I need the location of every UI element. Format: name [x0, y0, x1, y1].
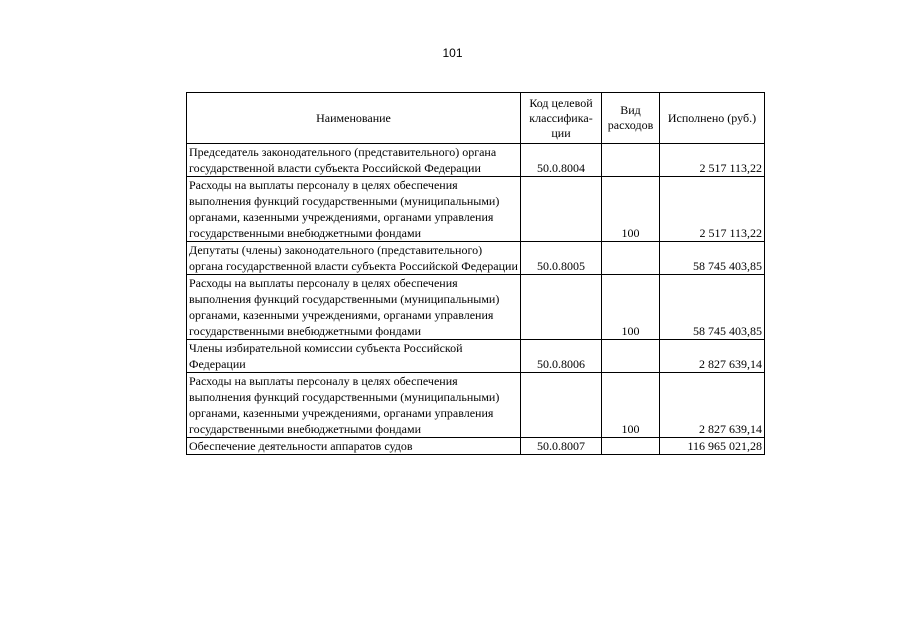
row-code	[521, 275, 602, 340]
header-code: Код целевой классифика-ции	[521, 93, 602, 144]
page-number: 101	[442, 46, 463, 60]
row-code: 50.0.8007	[521, 438, 602, 455]
row-code: 50.0.8004	[521, 144, 602, 177]
row-kind	[602, 438, 660, 455]
row-amount: 116 965 021,28	[660, 438, 765, 455]
row-kind: 100	[602, 373, 660, 438]
header-amount: Исполнено (руб.)	[660, 93, 765, 144]
row-name: Председатель законодательного (представительного) органа государственной власти субъекта Российской Федерации	[187, 144, 521, 177]
row-kind: 100	[602, 177, 660, 242]
row-amount: 2 517 113,22	[660, 177, 765, 242]
row-amount: 2 827 639,14	[660, 373, 765, 438]
row-name: Расходы на выплаты персоналу в целях обеспечения выполнения функций государственными (муниципальными) органами, казенными учреждениями, органами управления государственными внебюджетными фондами	[187, 177, 521, 242]
row-code: 50.0.8005	[521, 242, 602, 275]
row-code	[521, 177, 602, 242]
row-name: Расходы на выплаты персоналу в целях обеспечения выполнения функций государственными (муниципальными) органами, казенными учреждениями, органами управления государственными внебюджетными фондами	[187, 275, 521, 340]
row-name: Расходы на выплаты персоналу в целях обеспечения выполнения функций государственными (муниципальными) органами, казенными учреждениями, органами управления государственными внебюджетными фондами	[187, 373, 521, 438]
table-row	[187, 242, 765, 275]
row-amount: 58 745 403,85	[660, 242, 765, 275]
row-kind	[602, 340, 660, 373]
row-name: Обеспечение деятельности аппаратов судов	[187, 438, 521, 455]
header-kind: Вид расходов	[602, 93, 660, 144]
table-row	[187, 438, 765, 455]
row-name: Депутаты (члены) законодательного (представительного) органа государственной власти субъекта Российской Федерации	[187, 242, 521, 275]
table-row	[187, 177, 765, 242]
row-amount: 2 827 639,14	[660, 340, 765, 373]
table-header-row	[187, 93, 765, 144]
expenditure-table	[186, 92, 765, 455]
row-name: Члены избирательной комиссии субъекта Российской Федерации	[187, 340, 521, 373]
row-amount: 2 517 113,22	[660, 144, 765, 177]
row-code	[521, 373, 602, 438]
header-name: Наименование	[187, 93, 521, 144]
table-row	[187, 340, 765, 373]
row-amount: 58 745 403,85	[660, 275, 765, 340]
row-code: 50.0.8006	[521, 340, 602, 373]
row-kind	[602, 144, 660, 177]
table-row	[187, 275, 765, 340]
table-row	[187, 144, 765, 177]
table-row	[187, 373, 765, 438]
row-kind	[602, 242, 660, 275]
row-kind: 100	[602, 275, 660, 340]
